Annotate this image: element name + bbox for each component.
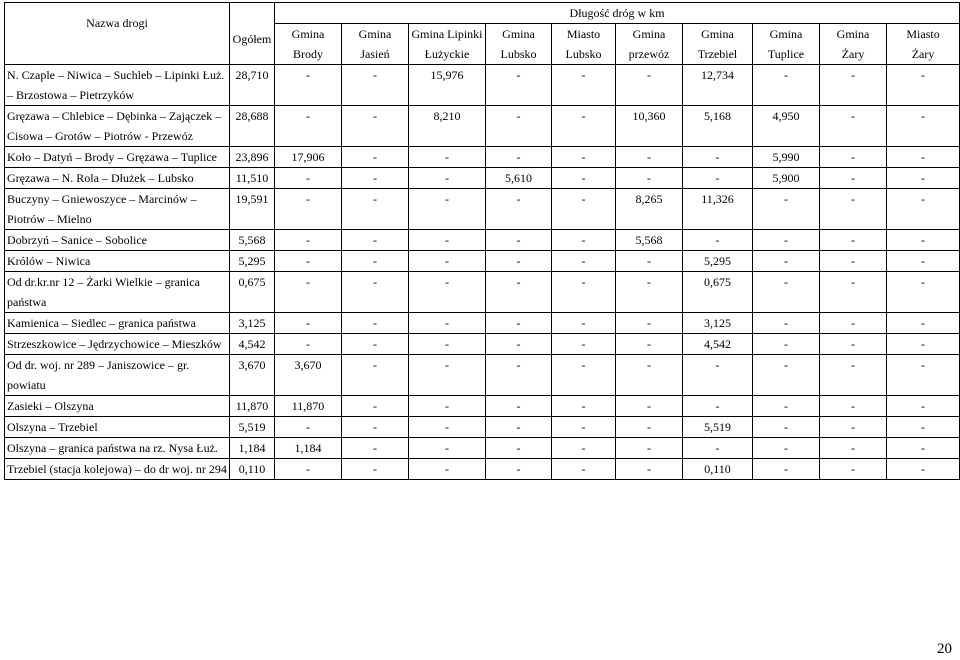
municipality-header (683, 24, 753, 65)
municipality-length-cell: - (342, 396, 409, 417)
municipality-header-line: Trzebiel (697, 47, 738, 61)
municipality-length-cell: 4,950 (753, 106, 820, 147)
municipality-length-cell: 3,125 (683, 313, 753, 334)
municipality-length-cell: - (753, 65, 820, 106)
municipality-length-cell: - (616, 417, 683, 438)
municipality-header (616, 24, 683, 65)
table-row (5, 355, 960, 396)
municipality-length-cell: - (820, 168, 887, 189)
municipality-length-cell: - (486, 417, 552, 438)
municipality-length-cell: - (887, 106, 960, 147)
municipality-length-cell: - (552, 355, 616, 396)
municipality-length-cell: - (486, 313, 552, 334)
municipality-length-cell: - (486, 106, 552, 147)
municipality-length-cell: - (409, 189, 486, 230)
table-row (5, 65, 960, 106)
municipality-length-cell: - (683, 230, 753, 251)
municipality-length-cell: - (552, 438, 616, 459)
municipality-length-cell: - (820, 65, 887, 106)
municipality-length-cell: - (753, 189, 820, 230)
municipality-length-cell: 0,110 (683, 459, 753, 480)
municipality-length-cell: - (887, 189, 960, 230)
municipality-length-cell: - (820, 230, 887, 251)
municipality-length-cell: - (753, 355, 820, 396)
municipality-length-cell: - (753, 251, 820, 272)
municipality-length-cell: - (342, 168, 409, 189)
municipality-length-cell: - (552, 251, 616, 272)
total-length-cell: 3,125 (230, 313, 275, 334)
table-row (5, 230, 960, 251)
municipality-length-cell: - (753, 417, 820, 438)
municipality-length-cell: - (820, 396, 887, 417)
municipality-length-cell: - (887, 417, 960, 438)
table-row (5, 396, 960, 417)
municipality-length-cell: - (887, 334, 960, 355)
municipality-length-cell: - (486, 251, 552, 272)
municipality-length-cell: - (552, 334, 616, 355)
municipality-length-cell: - (409, 417, 486, 438)
municipality-length-cell: 5,168 (683, 106, 753, 147)
municipality-length-cell: - (275, 106, 342, 147)
table-row (5, 106, 960, 147)
municipality-length-cell: - (552, 189, 616, 230)
municipality-length-cell: - (820, 459, 887, 480)
municipality-length-cell: - (616, 438, 683, 459)
table-row (5, 272, 960, 313)
municipality-length-cell: 3,670 (275, 355, 342, 396)
municipality-length-cell: - (409, 334, 486, 355)
municipality-length-cell: - (552, 147, 616, 168)
road-name-cell: Od dr. woj. nr 289 – Janiszowice – gr. powiatu (5, 355, 230, 396)
municipality-length-cell: - (820, 355, 887, 396)
municipality-length-cell: - (820, 147, 887, 168)
municipality-length-cell: - (887, 251, 960, 272)
municipality-length-cell: - (409, 147, 486, 168)
municipality-length-cell: - (409, 313, 486, 334)
municipality-length-cell: 17,906 (275, 147, 342, 168)
municipality-length-cell: 10,360 (616, 106, 683, 147)
municipality-length-cell: - (683, 438, 753, 459)
municipality-length-cell: 4,542 (683, 334, 753, 355)
municipality-header (409, 24, 486, 65)
municipality-length-cell: - (820, 417, 887, 438)
municipality-length-cell: - (409, 355, 486, 396)
header-row-top (5, 3, 960, 24)
municipality-length-cell: 8,210 (409, 106, 486, 147)
municipality-length-cell: - (887, 168, 960, 189)
total-length-cell: 11,870 (230, 396, 275, 417)
total-length-cell: 0,110 (230, 459, 275, 480)
municipality-length-cell: - (275, 313, 342, 334)
municipality-length-cell: - (887, 396, 960, 417)
total-length-cell: 0,675 (230, 272, 275, 313)
municipality-length-cell: - (753, 396, 820, 417)
municipality-length-cell: - (683, 168, 753, 189)
municipality-length-cell: - (552, 396, 616, 417)
road-name-cell: Strzeszkowice – Jędrzychowice – Mieszków (5, 334, 230, 355)
municipality-length-cell: 8,265 (616, 189, 683, 230)
municipality-length-cell: - (486, 272, 552, 313)
municipality-length-cell: - (552, 272, 616, 313)
municipality-header-line: Brody (293, 47, 323, 61)
table-row (5, 168, 960, 189)
municipality-length-cell: - (342, 334, 409, 355)
municipality-length-cell: 5,568 (616, 230, 683, 251)
municipality-length-cell: - (887, 459, 960, 480)
municipality-header-line: Gmina (632, 27, 666, 41)
municipality-header-line: przewóz (628, 47, 670, 61)
municipality-header-line: Gmina (502, 27, 535, 41)
road-name-cell: Trzebiel (stacja kolejowa) – do dr woj. nr 294 (5, 459, 230, 480)
municipality-length-cell: - (275, 334, 342, 355)
municipality-length-cell: - (342, 417, 409, 438)
total-length-cell: 5,568 (230, 230, 275, 251)
total-length-cell: 5,295 (230, 251, 275, 272)
road-name-header: Nazwa drogi (5, 3, 230, 65)
road-name-cell: Buczyny – Gniewoszyce – Marcinów – Piotrów – Mielno (5, 189, 230, 230)
municipality-header (552, 24, 616, 65)
municipality-header-line: Żary (841, 47, 865, 61)
municipality-length-cell: - (486, 355, 552, 396)
municipality-length-cell: 11,326 (683, 189, 753, 230)
road-name-cell: Od dr.kr.nr 12 – Żarki Wielkie – granica państwa (5, 272, 230, 313)
municipality-length-cell: - (486, 147, 552, 168)
municipality-length-cell: 5,610 (486, 168, 552, 189)
municipality-header-line: Żary (911, 47, 935, 61)
municipality-length-cell: - (753, 272, 820, 313)
municipality-length-cell: - (486, 334, 552, 355)
table-row (5, 438, 960, 459)
municipality-length-cell: - (616, 147, 683, 168)
municipality-length-cell: 5,990 (753, 147, 820, 168)
total-length-cell: 28,688 (230, 106, 275, 147)
road-name-cell: Kamienica – Siedlec – granica państwa (5, 313, 230, 334)
municipality-header-line: Miasto (566, 27, 601, 41)
municipality-header (342, 24, 409, 65)
total-length-cell: 23,896 (230, 147, 275, 168)
table-row (5, 417, 960, 438)
municipality-header-line: Lubsko (565, 47, 602, 61)
road-name-cell: Zasieki – Olszyna (5, 396, 230, 417)
municipality-length-cell: - (616, 313, 683, 334)
municipality-length-cell: 1,184 (275, 438, 342, 459)
municipality-length-cell: - (409, 459, 486, 480)
total-length-cell: 4,542 (230, 334, 275, 355)
total-length-cell: 19,591 (230, 189, 275, 230)
municipality-length-cell: - (820, 106, 887, 147)
municipality-header (820, 24, 887, 65)
total-header: Ogółem (230, 3, 275, 65)
municipality-length-cell: - (342, 459, 409, 480)
municipality-length-cell: - (275, 417, 342, 438)
municipality-length-cell: - (552, 459, 616, 480)
municipality-header-line: Gmina (358, 27, 392, 41)
table-body (5, 65, 960, 480)
municipality-length-cell: - (552, 230, 616, 251)
road-name-cell: Dobrzyń – Sanice – Sobolice (5, 230, 230, 251)
municipality-length-cell: - (683, 147, 753, 168)
municipality-length-cell: - (616, 355, 683, 396)
municipality-length-cell: 12,734 (683, 65, 753, 106)
municipality-length-cell: - (616, 396, 683, 417)
municipality-length-cell: - (820, 334, 887, 355)
length-group-header: Długość dróg w km (275, 3, 960, 24)
road-name-cell: Królów – Niwica (5, 251, 230, 272)
municipality-header-line: Miasto (906, 27, 940, 41)
road-name-cell: Gręzawa – N. Rola – Dłużek – Lubsko (5, 168, 230, 189)
road-length-table (4, 2, 960, 480)
table-row (5, 313, 960, 334)
municipality-header-line: Gmina Lipinki (411, 27, 483, 41)
municipality-length-cell: - (342, 438, 409, 459)
table-row (5, 334, 960, 355)
municipality-length-cell: - (342, 251, 409, 272)
municipality-length-cell: - (342, 355, 409, 396)
municipality-length-cell: - (409, 396, 486, 417)
municipality-header-line: Łużyckie (424, 47, 470, 61)
municipality-length-cell: 0,675 (683, 272, 753, 313)
table-row (5, 147, 960, 168)
municipality-length-cell: - (409, 438, 486, 459)
municipality-length-cell: - (753, 459, 820, 480)
municipality-length-cell: - (409, 251, 486, 272)
municipality-length-cell: 15,976 (409, 65, 486, 106)
municipality-length-cell: - (552, 313, 616, 334)
municipality-length-cell: - (820, 313, 887, 334)
municipality-length-cell: - (486, 65, 552, 106)
municipality-length-cell: - (275, 230, 342, 251)
municipality-length-cell: - (616, 272, 683, 313)
table-row (5, 459, 960, 480)
municipality-length-cell: - (275, 459, 342, 480)
road-name-cell: Gręzawa – Chlebice – Dębinka – Zajączek – Cisowa – Grotów – Piotrów - Przewóz (5, 106, 230, 147)
table-row (5, 189, 960, 230)
municipality-length-cell: - (753, 313, 820, 334)
municipality-length-cell: - (275, 65, 342, 106)
municipality-length-cell: - (820, 438, 887, 459)
municipality-length-cell: - (342, 65, 409, 106)
municipality-length-cell: - (409, 168, 486, 189)
municipality-length-cell: - (552, 106, 616, 147)
municipality-length-cell: - (820, 251, 887, 272)
municipality-header-line: Jasień (360, 47, 390, 61)
municipality-length-cell: - (275, 272, 342, 313)
road-name-cell: Olszyna – granica państwa na rz. Nysa Łuż. (5, 438, 230, 459)
municipality-length-cell: - (616, 459, 683, 480)
municipality-length-cell: - (342, 147, 409, 168)
municipality-length-cell: - (616, 334, 683, 355)
municipality-length-cell: - (342, 106, 409, 147)
table-row (5, 251, 960, 272)
municipality-length-cell: - (616, 251, 683, 272)
municipality-length-cell: - (887, 438, 960, 459)
municipality-header-line: Gmina (769, 27, 803, 41)
municipality-length-cell: - (342, 313, 409, 334)
municipality-length-cell: - (552, 168, 616, 189)
municipality-length-cell: - (552, 65, 616, 106)
municipality-header-line: Gmina (836, 27, 870, 41)
municipality-length-cell: - (552, 417, 616, 438)
municipality-length-cell: - (820, 272, 887, 313)
municipality-length-cell: - (683, 396, 753, 417)
municipality-length-cell: - (887, 272, 960, 313)
municipality-length-cell: - (887, 355, 960, 396)
municipality-length-cell: - (683, 355, 753, 396)
municipality-header-line: Gmina (291, 27, 325, 41)
total-length-cell: 28,710 (230, 65, 275, 106)
municipality-header-line: Gmina (701, 27, 734, 41)
total-length-cell: 3,670 (230, 355, 275, 396)
road-name-cell: Olszyna – Trzebiel (5, 417, 230, 438)
municipality-length-cell: 5,519 (683, 417, 753, 438)
municipality-length-cell: - (887, 147, 960, 168)
page-number: 20 (937, 641, 952, 657)
municipality-length-cell: - (753, 438, 820, 459)
municipality-length-cell: 5,295 (683, 251, 753, 272)
municipality-length-cell: - (753, 230, 820, 251)
municipality-length-cell: - (409, 272, 486, 313)
municipality-length-cell: - (616, 65, 683, 106)
municipality-length-cell: - (887, 65, 960, 106)
municipality-length-cell: - (409, 230, 486, 251)
municipality-header (753, 24, 820, 65)
municipality-length-cell: - (486, 396, 552, 417)
municipality-length-cell: - (342, 272, 409, 313)
municipality-length-cell: - (486, 459, 552, 480)
road-name-cell: Koło – Datyń – Brody – Gręzawa – Tuplice (5, 147, 230, 168)
total-length-cell: 5,519 (230, 417, 275, 438)
municipality-header (887, 24, 960, 65)
municipality-length-cell: - (616, 168, 683, 189)
road-name-cell: N. Czaple – Niwica – Suchleb – Lipinki Łuż. – Brzostowa – Pietrzyków (5, 65, 230, 106)
municipality-length-cell: - (275, 189, 342, 230)
municipality-length-cell: - (486, 189, 552, 230)
municipality-length-cell: 5,900 (753, 168, 820, 189)
municipality-header-line: Tuplice (767, 47, 805, 61)
municipality-length-cell: - (486, 438, 552, 459)
municipality-header (275, 24, 342, 65)
municipality-length-cell: - (753, 334, 820, 355)
total-length-cell: 11,510 (230, 168, 275, 189)
municipality-length-cell: - (887, 230, 960, 251)
municipality-length-cell: 11,870 (275, 396, 342, 417)
municipality-length-cell: - (820, 189, 887, 230)
municipality-length-cell: - (342, 189, 409, 230)
municipality-header (486, 24, 552, 65)
municipality-length-cell: - (275, 251, 342, 272)
municipality-length-cell: - (486, 230, 552, 251)
municipality-length-cell: - (275, 168, 342, 189)
municipality-length-cell: - (342, 230, 409, 251)
municipality-length-cell: - (887, 313, 960, 334)
total-length-cell: 1,184 (230, 438, 275, 459)
municipality-header-line: Lubsko (500, 47, 537, 61)
